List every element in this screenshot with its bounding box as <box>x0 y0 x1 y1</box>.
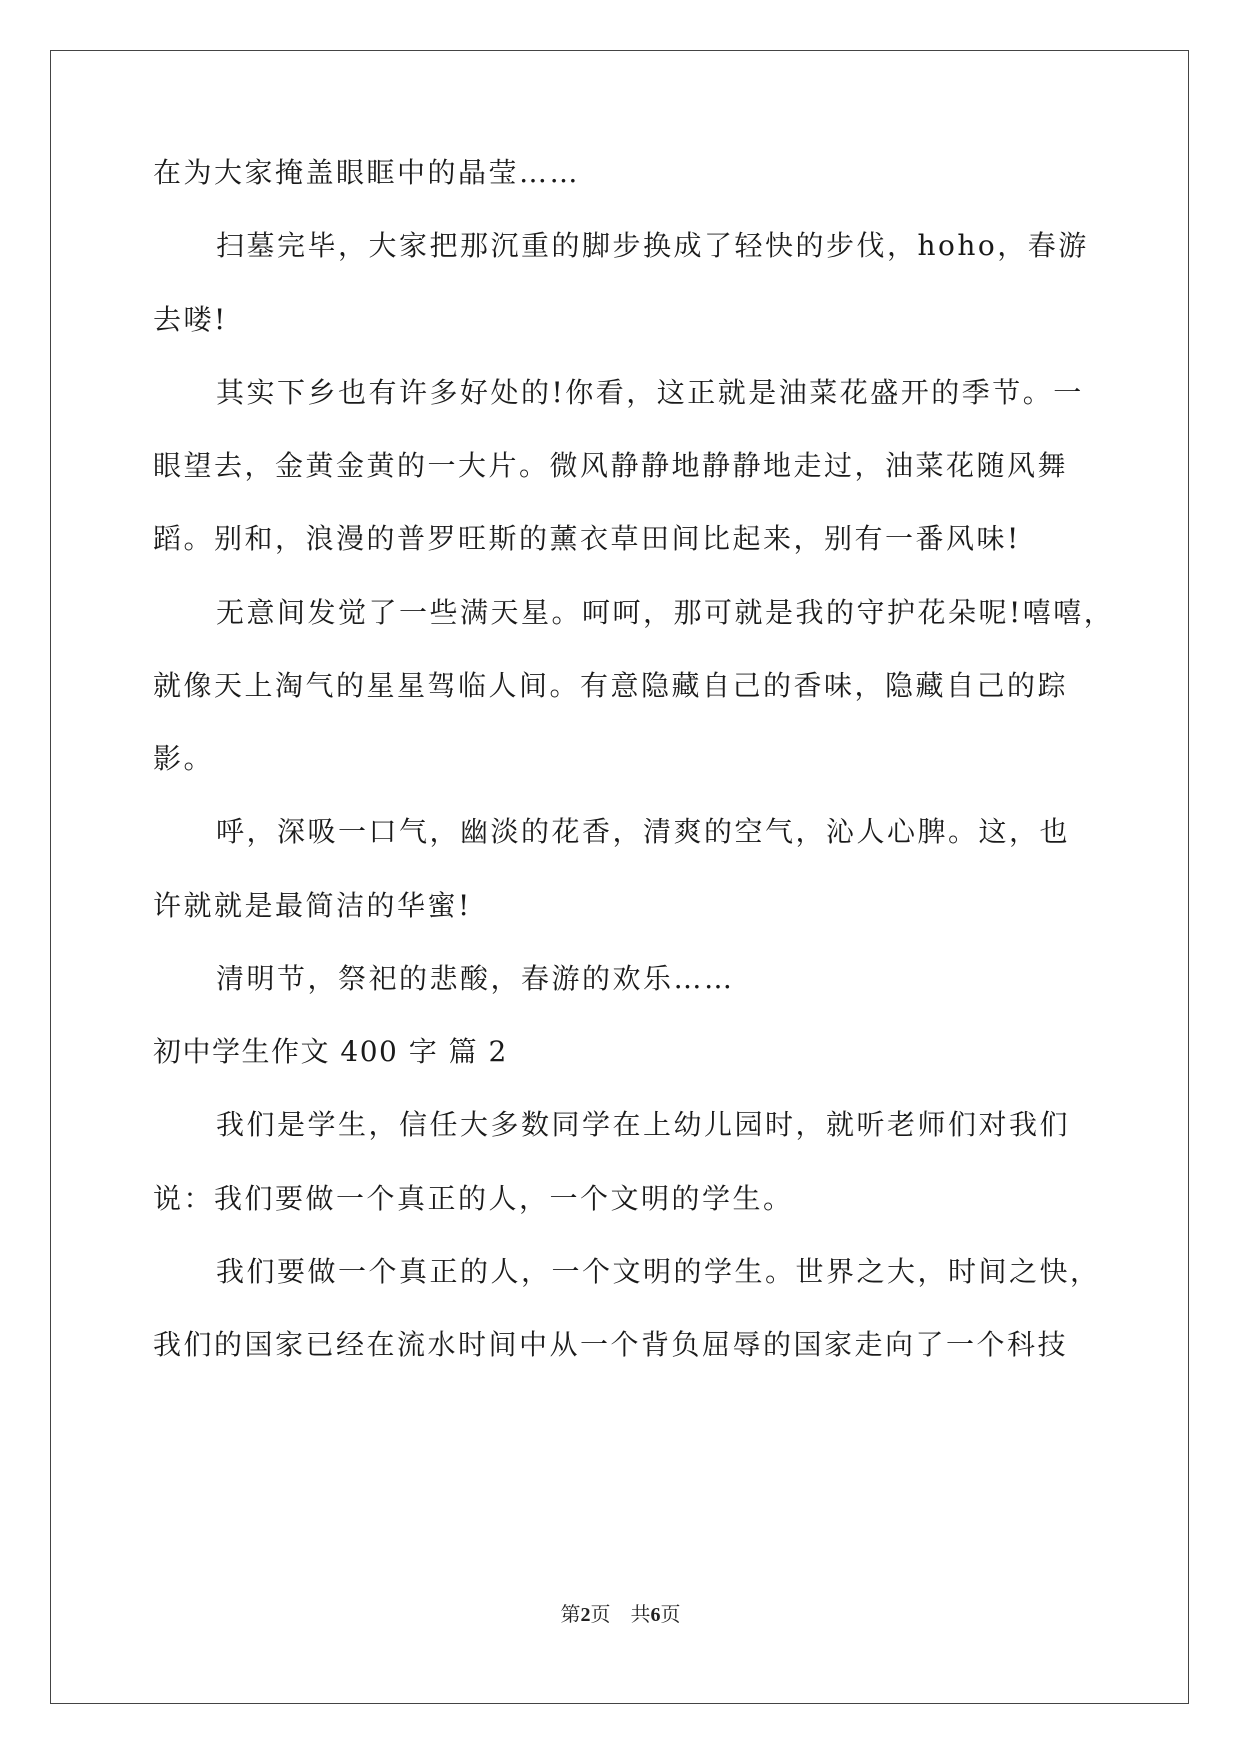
footer-middle: 页 共 <box>590 1602 651 1626</box>
body-line: 在为大家掩盖眼眶中的晶莹…… <box>153 156 581 189</box>
footer-prefix: 第 <box>560 1602 581 1626</box>
body-line: 我们要做一个真正的人，一个文明的学生。世界之大，时间之快， <box>216 1255 1101 1288</box>
section-heading: 初中学生作文 400 字 篇 2 <box>153 1035 508 1068</box>
body-line: 我们的国家已经在流水时间中从一个背负屈辱的国家走向了一个科技 <box>153 1328 1069 1361</box>
body-line: 就像天上淘气的星星驾临人间。有意隐藏自己的香味，隐藏自己的踪 <box>153 669 1069 702</box>
body-line: 清明节，祭祀的悲酸，春游的欢乐…… <box>216 962 735 995</box>
body-line: 去喽! <box>153 303 228 336</box>
page-footer <box>0 1602 1241 1627</box>
body-line: 我们是学生，信任大多数同学在上幼儿园时，就听老师们对我们 <box>216 1108 1071 1141</box>
body-line: 无意间发觉了一些满天星。呵呵，那可就是我的守护花朵呢!嘻嘻， <box>216 596 1115 629</box>
body-line: 许就就是最简洁的华蜜! <box>153 889 472 922</box>
current-page-number: 2 <box>580 1604 591 1626</box>
body-line: 说：我们要做一个真正的人，一个文明的学生。 <box>153 1182 794 1215</box>
footer-suffix: 页 <box>660 1602 681 1626</box>
page-frame <box>50 50 1189 1704</box>
total-page-number: 6 <box>650 1604 661 1626</box>
body-line: 蹈。别和，浪漫的普罗旺斯的薰衣草田间比起来，别有一番风味! <box>153 522 1021 555</box>
body-line: 其实下乡也有许多好处的!你看，这正就是油菜花盛开的季节。一 <box>216 376 1084 409</box>
body-line: 影。 <box>153 742 215 775</box>
body-line: 呼，深吸一口气，幽淡的花香，清爽的空气，沁人心脾。这，也 <box>216 815 1071 848</box>
body-line: 眼望去，金黄金黄的一大片。微风静静地静静地走过，油菜花随风舞 <box>153 449 1069 482</box>
body-line: 扫墓完毕，大家把那沉重的脚步换成了轻快的步伐，hoho，春游 <box>216 229 1089 262</box>
